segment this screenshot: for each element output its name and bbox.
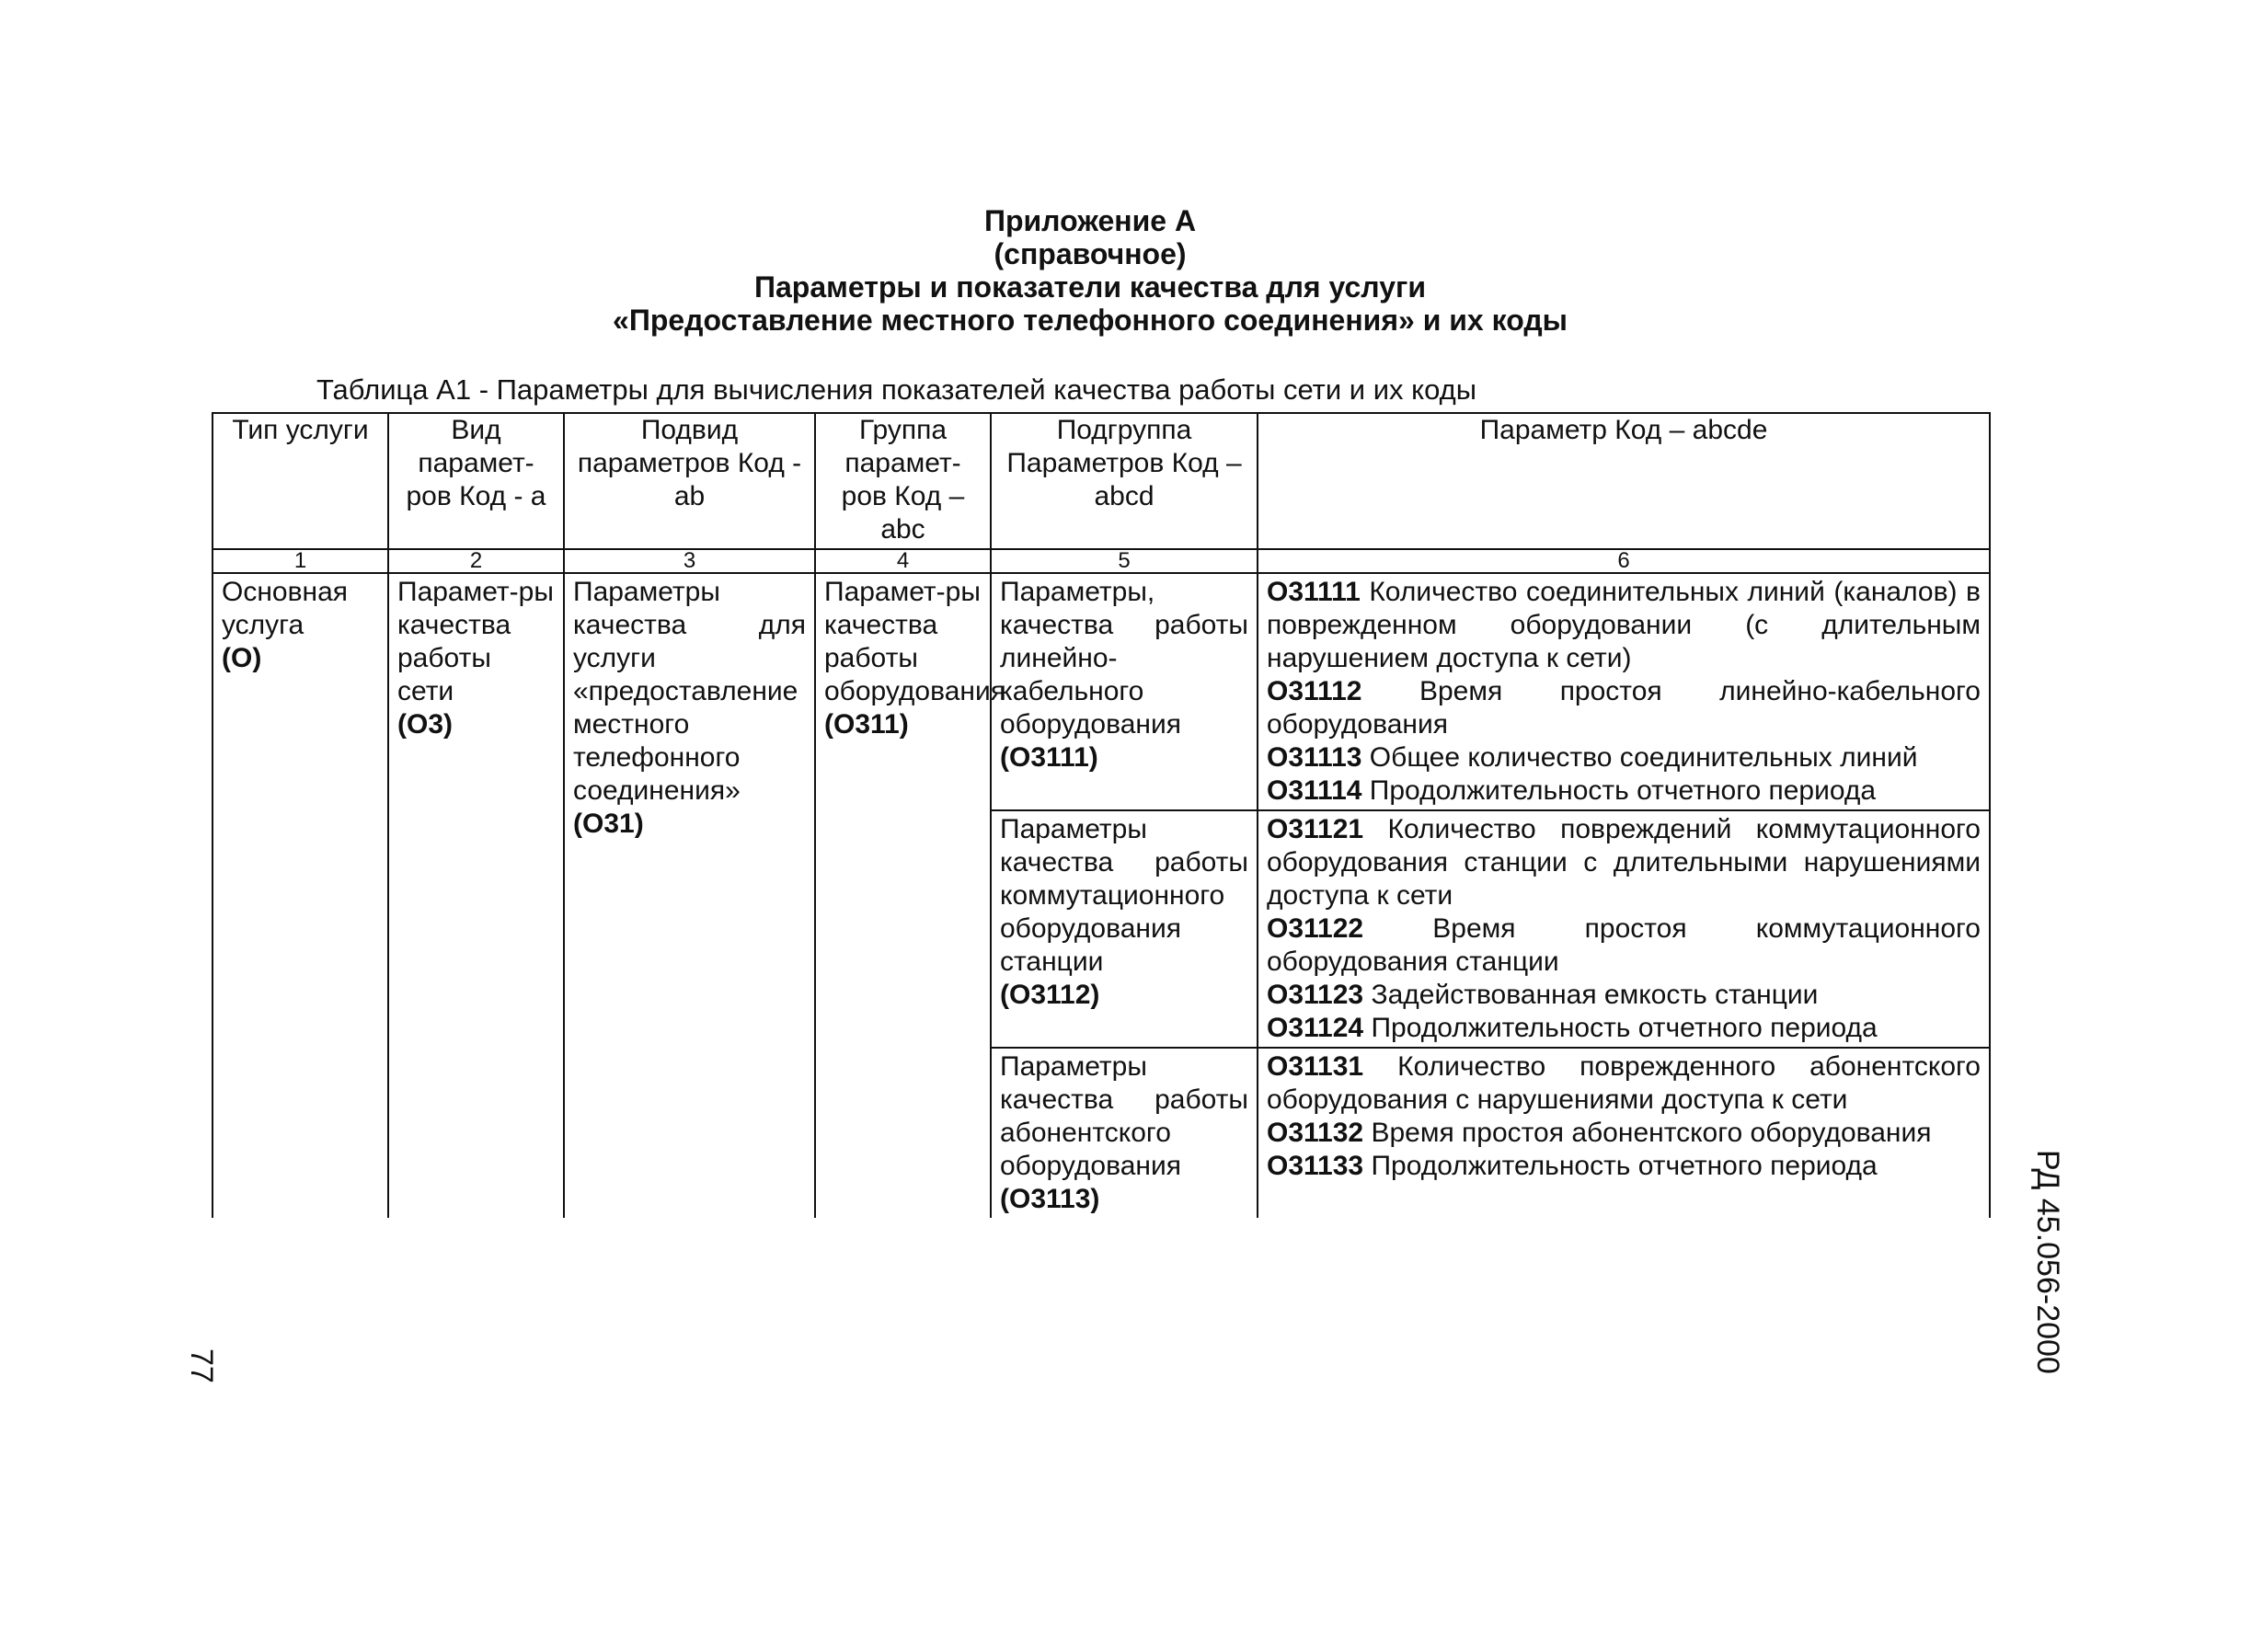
parameter-code: О31131 [1267,1051,1364,1082]
param-kind-code: (О3) [397,709,453,740]
parameter-item [1267,675,1981,741]
subgroup-cell [991,810,1258,1048]
header-cell: Тип услуги [213,413,388,549]
header-cell: Вид парамет-ров Код - а [388,413,564,549]
header-cell: Подгруппа Параметров Код – abcd [991,413,1258,549]
service-type-code: (О) [222,643,262,673]
param-kind-cell [388,573,564,1218]
column-number: 5 [991,549,1258,573]
parameter-text: Продолжительность отчетного периода [1369,775,1877,806]
appendix-subtitle-2: «Предоставление местного телефонного соединения» и их коды [613,304,1568,337]
subgroup-code: (О3111) [1000,742,1098,773]
parameter-text: Время простоя коммутационного оборудования станции [1267,913,1981,977]
parameter-text: Продолжительность отчетного периода [1371,1013,1878,1043]
parameter-list-cell [1258,573,1990,810]
parameter-list-cell [1258,810,1990,1048]
parameter-code: О31122 [1267,913,1364,944]
parameter-text: Количество повреждений коммутационного оборудования станции с длительными нарушениями доступа к сети [1267,814,1981,911]
page-number: 77 [184,1348,219,1383]
param-group-text: Парамет-ры качества работы оборудования [824,577,1005,706]
parameter-text: Количество поврежденного абонентского оборудования с нарушениями доступа к сети [1267,1051,1981,1115]
appendix-heading [515,204,1665,337]
column-number-row [213,549,1990,573]
param-subkind-text: Параметры качества для услуги «предоставление местного телефонного соединения» [573,577,806,806]
appendix-title: Приложение А [983,204,1197,237]
subgroup-code: (О3112) [1000,980,1100,1010]
parameter-item [1267,912,1981,979]
header-cell: Группа парамет-ров Код – abc [815,413,991,549]
parameter-code: О31132 [1267,1118,1364,1148]
subgroup-text: Параметры качества работы коммутационного оборудования станции [1000,814,1248,977]
parameter-code: О31114 [1267,775,1362,806]
parameter-item [1267,1012,1981,1045]
parameter-item [1267,1117,1981,1150]
subgroup-code: (О3113) [1000,1184,1100,1214]
column-number: 6 [1258,549,1990,573]
parameter-item [1267,576,1981,675]
subgroup-cell [991,573,1258,810]
parameter-code: О31111 [1267,577,1361,607]
parameter-text: Задействованная емкость станции [1371,980,1819,1010]
param-subkind-cell [564,573,815,1218]
parameter-code: О31133 [1267,1151,1364,1181]
header-cell: Подвид параметров Код - ab [564,413,815,549]
subgroup-text: Параметры, качества работы линейно-кабельного оборудования [1000,577,1248,740]
column-number: 3 [564,549,815,573]
column-number: 1 [213,549,388,573]
parameter-code: О31112 [1267,676,1362,706]
appendix-subtitle-1: Параметры и показатели качества для услуги [754,270,1426,304]
table-header-row [213,413,1990,549]
service-type-cell [213,573,388,1218]
table-row [213,573,1990,810]
parameter-code: О31124 [1267,1013,1364,1043]
parameter-list-cell [1258,1048,1990,1218]
parameter-item [1267,741,1981,774]
parameter-item [1267,1150,1981,1183]
parameter-text: Время простоя абонентского оборудования [1371,1118,1932,1148]
param-kind-text: Парамет-ры качества работы сети [397,577,554,706]
appendix-status: (справочное) [994,237,1187,270]
parameter-item [1267,774,1981,808]
column-number: 4 [815,549,991,573]
parameters-table [212,412,1991,1218]
parameter-code: О31113 [1267,742,1362,773]
service-type-text: Основная услуга [222,577,349,640]
param-group-code: (О311) [824,709,909,740]
parameter-item [1267,979,1981,1012]
parameter-code: О31123 [1267,980,1364,1010]
column-number: 2 [388,549,564,573]
parameter-text: Время простоя линейно-кабельного оборудования [1267,676,1981,740]
param-group-cell [815,573,1005,1218]
table-caption: Таблица А1 - Параметры для вычисления показателей качества работы сети и их коды [316,373,1476,406]
parameter-item [1267,813,1981,912]
parameter-code: О31121 [1267,814,1364,844]
subgroup-cell [991,1048,1258,1218]
header-cell: Параметр Код – abcde [1258,413,1990,549]
document-code: РД 45.056-2000 [2030,1150,2065,1374]
parameter-text: Количество соединительных линий (каналов) в поврежденном оборудовании (с длительным нарушением доступа к сети) [1267,577,1981,673]
param-subkind-code: (О31) [573,809,644,839]
parameter-text: Общее количество соединительных линий [1369,742,1918,773]
parameter-text: Продолжительность отчетного периода [1371,1151,1878,1181]
parameter-item [1267,1050,1981,1117]
subgroup-text: Параметры качества работы абонентского оборудования [1000,1051,1248,1181]
